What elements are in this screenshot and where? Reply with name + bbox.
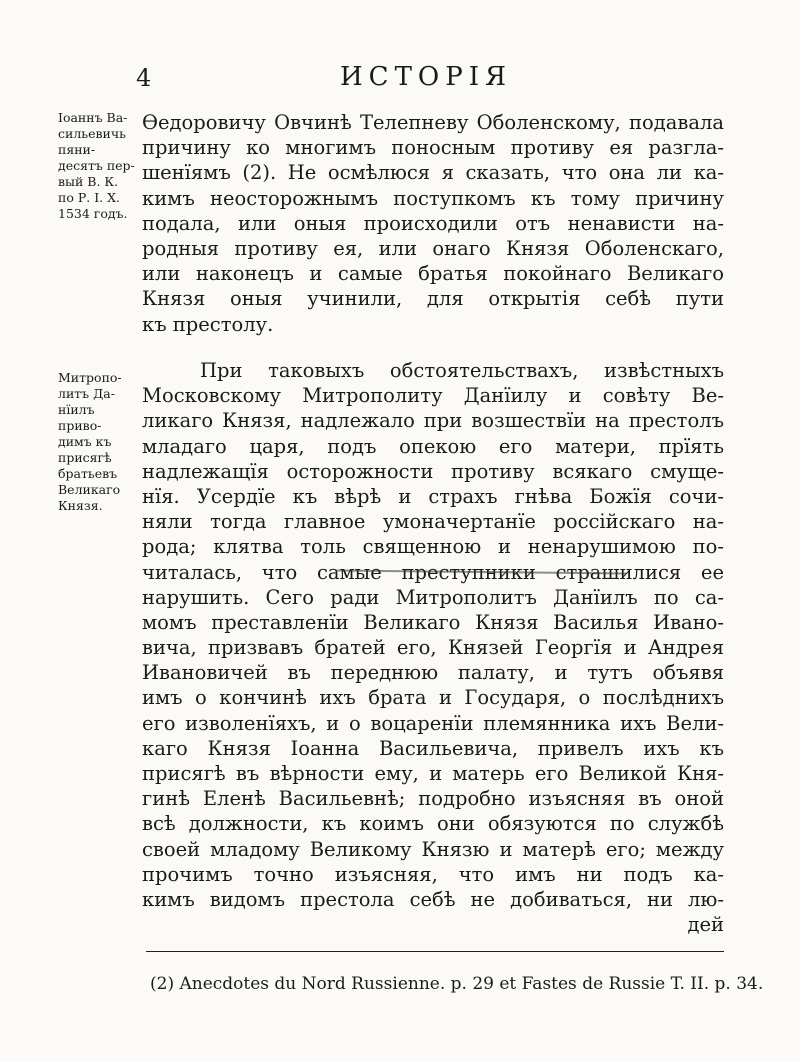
text-line: Князя оныя учинили, для открытія себѣ пути [142, 287, 724, 311]
margin-note-line: Князя. [58, 498, 103, 513]
text-line: рода; клятва толь священною и ненарушимою по- [142, 535, 724, 559]
margin-note-line: литъ Да- [58, 386, 115, 401]
paragraph-1 [142, 110, 724, 337]
margin-note-line: Митропо- [58, 370, 122, 385]
running-head-title: ИСТОРІЯ [340, 62, 512, 92]
text-line: кимъ видомъ престола себѣ не добиваться, ни лю- [142, 887, 724, 911]
text-line: родныя противу ея, или онаго Князя Оболенскаго, [142, 236, 724, 260]
text-line: момъ преставленїи Великаго Князя Василья Ивано- [142, 610, 724, 634]
text-line: Московскому Митрополиту Данїилу и совѣту Ве- [142, 384, 724, 408]
text-line: нарушить. Сего ради Митрополитъ Данїилъ по са- [142, 585, 724, 609]
text-line: къ престолу. [142, 312, 274, 336]
paragraph-2 [142, 358, 724, 937]
text-line: младаго царя, подъ опекою его матери, прїять [142, 434, 724, 458]
margin-note-ioann [58, 110, 138, 222]
text-line: своей младому Великому Князю и матерѣ его; между [142, 837, 724, 861]
margin-note-metropolitan [58, 370, 138, 514]
margin-note-line: десятъ пер- [58, 158, 135, 173]
text-line: надлежащїя осторожности противу всякаго смуще- [142, 459, 724, 483]
margin-note-line: братьевъ [58, 466, 118, 481]
margin-note-line: пяни- [58, 142, 96, 157]
text-line: Ивановичей въ переднюю палату, и тутъ объявя [142, 661, 724, 685]
text-line: каго Князя Іоанна Васильевича, привелъ ихъ къ [142, 736, 724, 760]
text-line: прочимъ точно изъясняя, что имъ ни подъ ка- [142, 862, 724, 886]
margin-note-line: присягѣ [58, 450, 112, 465]
text-line: всѣ должности, къ коимъ они обязуются по службѣ [142, 812, 724, 836]
text-line: причину ко многимъ поносным противу ея разгла- [142, 136, 724, 160]
text-line: присягѣ въ вѣрности ему, и матерь его Великой Кня- [142, 762, 724, 785]
margin-note-line: вый В. К. [58, 174, 119, 189]
margin-note-line: приво- [58, 418, 102, 433]
text-line: няли тогда главное умоначертанїе россійскаго на- [142, 510, 724, 534]
margin-note-line: Великаго [58, 482, 121, 497]
text-line: кимъ неосторожнымъ поступкомъ къ тому причину [142, 186, 724, 210]
footnote: (2) Anecdotes du Nord Russienne. p. 29 et Fastes de Russie T. II. p. 34. [150, 974, 764, 994]
text-line: При таковыхъ обстоятельствахъ, извѣстныхъ [200, 359, 724, 382]
text-line: гинѣ Еленѣ Васильевнѣ; подробно изъясняя въ оной [142, 787, 724, 811]
margin-note-line: сильевичь [58, 126, 126, 141]
text-line: шенїямъ (2). Не осмѣлюся я сказать, что она ли ка- [142, 161, 724, 185]
margin-note-line: Іоаннъ Ва- [58, 110, 128, 125]
text-line: имъ о кончинѣ ихъ брата и Государя, о послѣднихъ [142, 686, 724, 710]
text-line: читалась, что самые преступники страшилися ее [142, 560, 724, 584]
catchword: дей [687, 913, 724, 937]
text-line: Ѳедоровичу Овчинѣ Телепневу Оболенскому, подавала [142, 111, 724, 134]
text-line: вича, призвавъ братей его, Князей Георгїя и Андрея [142, 636, 724, 660]
margin-note-line: по Р. І. Х. [58, 190, 120, 205]
text-line: его изволенїяхъ, и о воцаренїи племянника ихъ Вели- [142, 711, 724, 735]
margin-note-line: 1534 годъ. [58, 206, 128, 221]
margin-note-line: димъ къ [58, 434, 112, 449]
text-line: нїя. Усердїе къ вѣрѣ и страхъ гнѣва Божїя сочи- [142, 484, 724, 508]
text-line: подала, или оныя происходили отъ ненависти на- [142, 211, 724, 235]
page-number: 4 [136, 64, 152, 92]
text-line: или наконецъ и самые братья покойнаго Великаго [142, 262, 724, 286]
text-line: ликаго Князя, надлежало при возшествїи на престолъ [142, 409, 724, 433]
footnote-rule [146, 951, 724, 952]
margin-note-line: нїилъ [58, 402, 95, 417]
